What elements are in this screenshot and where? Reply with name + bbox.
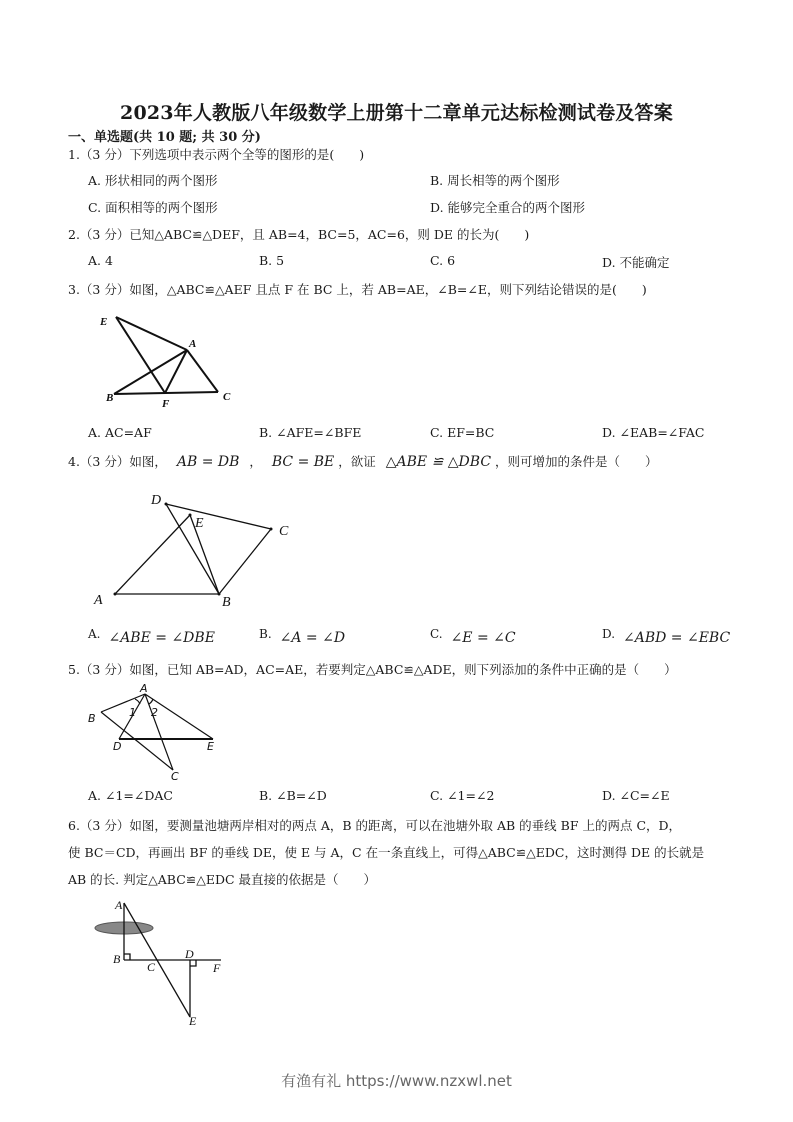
label-a: A	[140, 682, 148, 695]
question-2-option-b: B. 5	[259, 253, 285, 268]
question-5-option-a: A. ∠1=∠DAC	[88, 788, 173, 803]
question-1-text: 1.（3 分）下列选项中表示两个全等的图形的是( )	[68, 147, 365, 162]
question-2-option-d: D. 不能确定	[602, 255, 670, 270]
option-math: ∠ABD = ∠EBC	[623, 630, 731, 646]
option-label: A.	[88, 627, 101, 641]
question-4-option-c	[430, 627, 516, 646]
question-5-option-c: C. ∠1=∠2	[430, 788, 495, 803]
question-4-text	[68, 452, 658, 470]
label-e: E	[207, 740, 214, 753]
option-math: ∠ABE = ∠DBE	[108, 630, 215, 646]
question-4-option-d	[602, 627, 730, 646]
question-4-suffix: ，则可增加的条件是（ ）	[495, 454, 658, 469]
question-4-option-b	[259, 627, 345, 646]
question-5-option-b: B. ∠B=∠D	[259, 788, 327, 803]
label-e: E	[100, 316, 108, 328]
question-3-option-b: B. ∠AFE=∠BFE	[259, 425, 362, 440]
label-c: C	[223, 391, 231, 403]
question-3-option-a: A. AC=AF	[88, 425, 152, 440]
option-label: B.	[259, 627, 272, 641]
question-1-option-a: A. 形状相同的两个图形	[88, 173, 218, 188]
label-b: B	[106, 392, 114, 404]
page-title: 2023年人教版八年级数学上册第十二章单元达标检测试卷及答案	[120, 102, 673, 124]
option-label: C.	[430, 627, 443, 641]
question-2-text: 2.（3 分）已知△ABC≌△DEF，且 AB=4，BC=5，AC=6，则 DE 的长为( )	[68, 227, 530, 242]
question-5-figure	[85, 682, 225, 782]
question-6-line-1: 6.（3 分）如图，要测量池塘两岸相对的两点 A，B 的距离，可以在池塘外取 AB 的垂线 BF 上的两点 C，D，	[68, 818, 682, 833]
question-2-option-c: C. 6	[430, 253, 456, 268]
footer-watermark: 有渔有礼 https://www.nzxwl.net	[281, 1072, 512, 1090]
question-4-figure	[90, 488, 310, 618]
label-d: D	[113, 740, 122, 753]
question-3-option-c: C. EF=BC	[430, 425, 495, 440]
label-b: B	[113, 952, 121, 966]
question-6-line-2: 使 BC＝CD，再画出 BF 的垂线 DE，使 E 与 A，C 在一条直线上，可得△ABC≌△EDC，这时测得 DE 的长就是	[68, 845, 705, 860]
question-3-option-d: D. ∠EAB=∠FAC	[602, 425, 705, 440]
question-6-figure	[85, 895, 245, 1030]
label-c: C	[279, 524, 289, 539]
question-3-text: 3.（3 分）如图，△ABC≌△AEF 且点 F 在 BC 上，若 AB=AE，∠B=∠E，则下列结论错误的是( )	[68, 282, 647, 297]
question-1-option-b: B. 周长相等的两个图形	[430, 173, 560, 188]
label-a: A	[94, 593, 103, 608]
section-heading: 一、单选题(共 10 题; 共 30 分)	[68, 130, 261, 145]
label-d: D	[151, 493, 162, 508]
label-d: D	[185, 947, 194, 961]
label-e: E	[195, 516, 204, 531]
label-e: E	[189, 1014, 197, 1028]
question-4-prefix: 4.（3 分）如图，	[68, 454, 167, 469]
question-4-math-1: AB = DB	[176, 454, 240, 470]
question-4-math-2: BC = BE	[271, 454, 335, 470]
question-1-option-d: D. 能够完全重合的两个图形	[430, 200, 586, 215]
label-a: A	[115, 898, 123, 912]
question-4-sep: ，	[249, 454, 262, 469]
label-f: F	[213, 961, 221, 975]
question-1-option-c: C. 面积相等的两个图形	[88, 200, 218, 215]
question-2-option-a: A. 4	[88, 253, 113, 268]
question-5-text: 5.（3 分）如图，已知 AB=AD，AC=AE，若要判定△ABC≌△ADE，则下列添加的条件中正确的是（ ）	[68, 662, 677, 677]
option-label: D.	[602, 627, 616, 641]
label-c: C	[147, 960, 156, 974]
label-a: A	[189, 338, 197, 350]
question-4-math-3: △ABE ≌ △DBC	[385, 454, 492, 470]
angle-2-label: 2	[151, 706, 158, 719]
question-4-mid: ，欲证	[338, 454, 376, 469]
question-5-option-d: D. ∠C=∠E	[602, 788, 670, 803]
label-c: C	[171, 770, 179, 782]
question-4-option-a	[88, 627, 215, 646]
label-b: B	[222, 595, 231, 610]
angle-1-label: 1	[129, 706, 136, 719]
option-math: ∠A = ∠D	[279, 630, 346, 646]
question-3-figure	[90, 310, 250, 410]
label-f: F	[162, 398, 170, 410]
option-math: ∠E = ∠C	[450, 630, 516, 646]
question-6-line-3: AB 的长. 判定△ABC≌△EDC 最直接的依据是（ ）	[68, 872, 377, 887]
label-b: B	[88, 712, 96, 725]
